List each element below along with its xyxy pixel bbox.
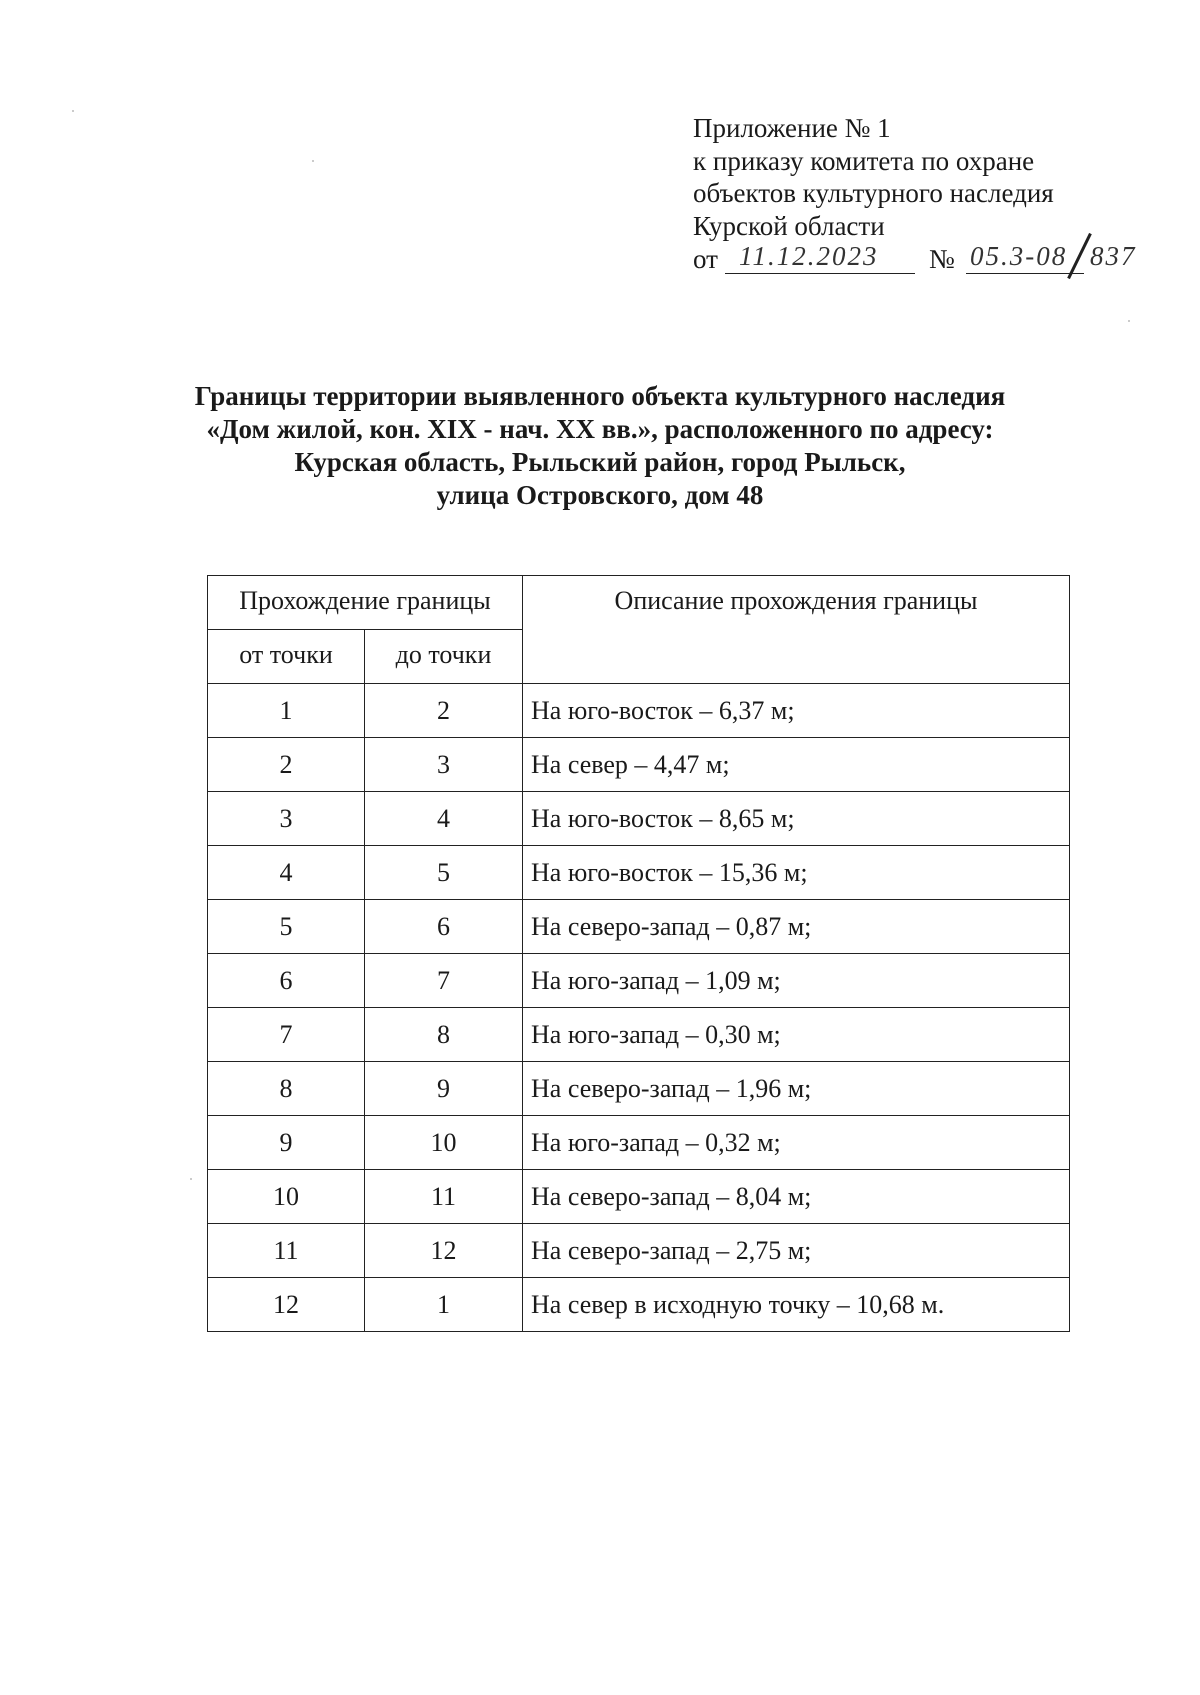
table-row [208,900,1070,954]
from-point-cell: 9 [208,1116,365,1170]
header-to-point: до точки [365,630,523,684]
to-point-cell: 7 [365,954,523,1008]
order-date: 11.12.2023 [739,241,879,271]
number-underline [966,273,1084,274]
description-cell: На юго-восток – 15,36 м; [523,846,1070,900]
from-point-cell: 2 [208,738,365,792]
to-point-cell: 8 [365,1008,523,1062]
description-cell: На северо-запад – 8,04 м; [523,1170,1070,1224]
to-point-cell: 3 [365,738,523,792]
order-meta [693,243,1173,279]
scan-speck [190,1178,192,1180]
from-point-cell: 5 [208,900,365,954]
table-row [208,1224,1070,1278]
document-title [150,380,1050,512]
header-row [208,576,1070,630]
scan-speck [72,110,74,112]
to-point-cell: 2 [365,684,523,738]
description-cell: На северо-запад – 0,87 м; [523,900,1070,954]
title-line-3: Курская область, Рыльский район, город Рыльск, [294,447,906,477]
from-point-cell: 7 [208,1008,365,1062]
table-row [208,1170,1070,1224]
title-line-2: «Дом жилой, кон. XIX - нач. XX вв.», расположенного по адресу: [206,414,994,444]
scan-speck [312,160,314,162]
table-row [208,1116,1070,1170]
to-point-cell: 10 [365,1116,523,1170]
annex-line-order: к приказу комитета по охране [693,145,1035,176]
to-point-cell: 4 [365,792,523,846]
title-line-1: Границы территории выявленного объекта культурного наследия [194,381,1006,411]
from-point-cell: 10 [208,1170,365,1224]
description-cell: На север в исходную точку – 10,68 м. [523,1278,1070,1332]
from-point-cell: 4 [208,846,365,900]
table-row [208,1008,1070,1062]
boundary-table [207,575,1070,1332]
from-point-cell: 11 [208,1224,365,1278]
table-row [208,954,1070,1008]
to-point-cell: 6 [365,900,523,954]
to-point-cell: 11 [365,1170,523,1224]
to-point-cell: 1 [365,1278,523,1332]
to-point-cell: 5 [365,846,523,900]
description-cell: На северо-запад – 2,75 м; [523,1224,1070,1278]
from-point-cell: 3 [208,792,365,846]
description-cell: На юго-восток – 6,37 м; [523,684,1070,738]
annex-line-region: Курской области [693,210,885,241]
description-cell: На северо-запад – 1,96 м; [523,1062,1070,1116]
number-label: № [929,244,955,274]
table-body [208,684,1070,1332]
order-number-part2: 837 [1090,241,1137,271]
to-point-cell: 9 [365,1062,523,1116]
description-cell: На юго-запад – 1,09 м; [523,954,1070,1008]
from-point-cell: 12 [208,1278,365,1332]
from-point-cell: 1 [208,684,365,738]
from-label: от [693,244,718,274]
date-underline [725,273,915,274]
header-description: Описание прохождения границы [523,576,1070,684]
scan-speck [1128,320,1130,322]
title-line-4: улица Островского, дом 48 [436,480,764,510]
order-number-part1: 05.3-08 [970,241,1068,271]
header-boundary-passage: Прохождение границы [208,576,523,630]
annex-title: Приложение № 1 [693,113,891,143]
description-cell: На юго-запад – 0,32 м; [523,1116,1070,1170]
description-cell: На север – 4,47 м; [523,738,1070,792]
to-point-cell: 12 [365,1224,523,1278]
table-row [208,1062,1070,1116]
table-row [208,1278,1070,1332]
table-row [208,738,1070,792]
header-from-point: от точки [208,630,365,684]
from-point-cell: 8 [208,1062,365,1116]
from-point-cell: 6 [208,954,365,1008]
table-row [208,684,1070,738]
description-cell: На юго-восток – 8,65 м; [523,792,1070,846]
annex-line-objects: объектов культурного наследия [693,178,1054,208]
table-row [208,846,1070,900]
table-row [208,792,1070,846]
annex-header [693,112,1173,279]
description-cell: На юго-запад – 0,30 м; [523,1008,1070,1062]
